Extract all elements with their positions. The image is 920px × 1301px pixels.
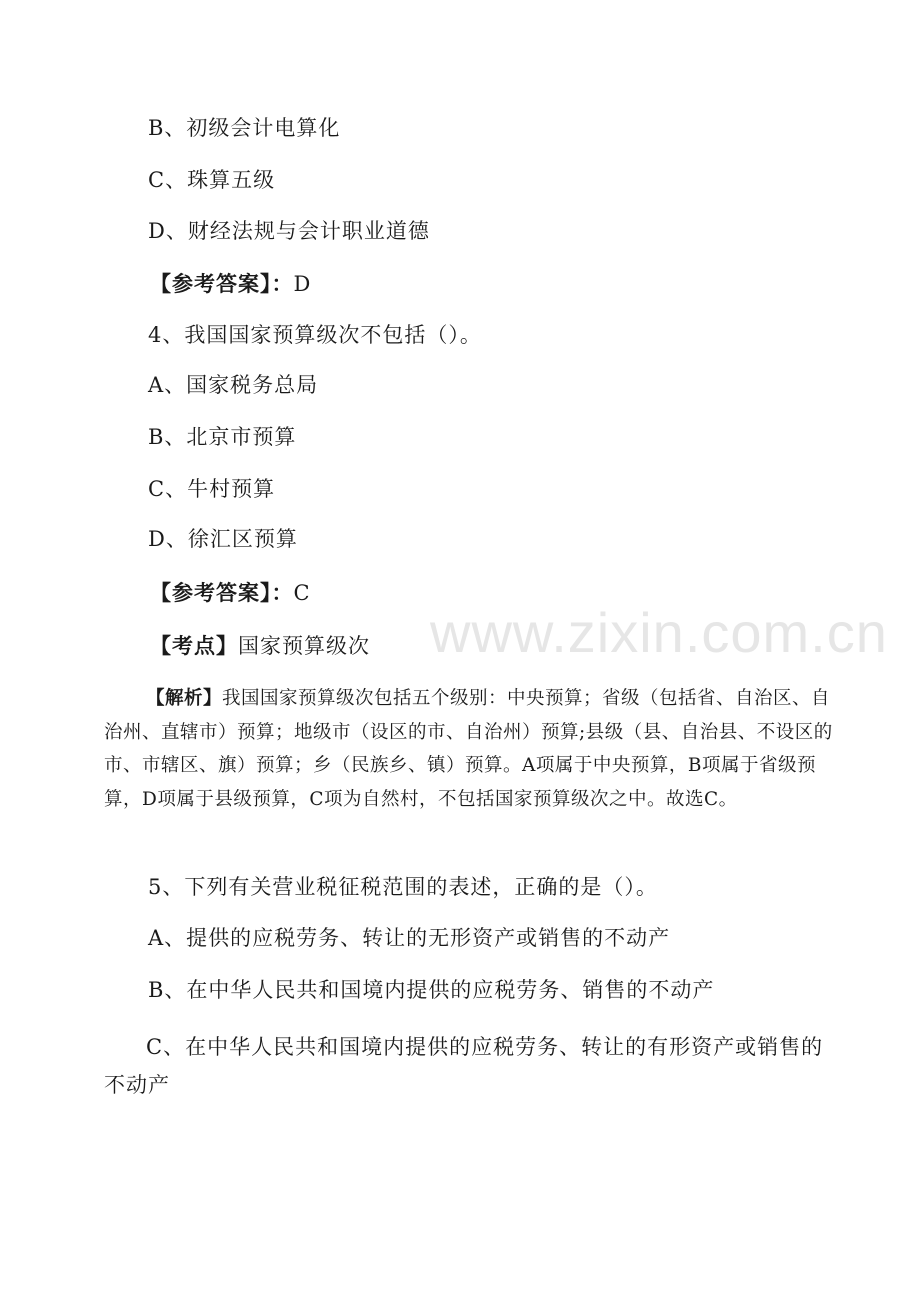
q4-kaodian-text: 国家预算级次 [238, 634, 370, 658]
q4-option-c: C、牛村预算 [148, 477, 276, 501]
q4-question: 4、我国国家预算级次不包括（）。 [148, 323, 482, 347]
q3-answer-value: D [293, 272, 312, 296]
q3-option-c: C、珠算五级 [148, 168, 276, 192]
q3-option-d: D、财经法规与会计职业道德 [148, 219, 430, 243]
q3-answer [150, 271, 311, 297]
q4-answer-value: C [293, 581, 311, 605]
q4-analysis-text: 我国国家预算级次包括五个级别：中央预算；省级（包括省、自治区、自治州、直辖市）预算；地级市（设区的市、自治州）预算;县级（县、自治县、不设区的市、市辖区、旗）预算；乡（民族乡、镇）预算。A项属于中央预算，B项属于省级预算，D项属于县级预算，C项为自然村，不包括国家预算级次之中。故选C。 [104, 688, 833, 810]
q4-option-d: D、徐汇区预算 [148, 527, 298, 551]
q4-kaodian [150, 633, 370, 659]
q4-analysis [104, 682, 834, 816]
watermark: www.zixin.com.cn [430, 601, 888, 664]
q4-answer-label: 【参考答案】： [150, 580, 294, 605]
q3-option-b: B、初级会计电算化 [148, 116, 341, 140]
q3-answer-label: 【参考答案】： [150, 271, 294, 296]
q5-option-a: A、提供的应税劳务、转让的无形资产或销售的不动产 [148, 926, 671, 950]
q4-analysis-label: 【解析】 [146, 688, 223, 709]
q4-kaodian-label: 【考点】 [150, 633, 238, 658]
q5-option-c: C、在中华人民共和国境内提供的应税劳务、转让的有形资产或销售的不动产 [104, 1035, 824, 1097]
q4-answer [150, 580, 311, 606]
q5-option-b: B、在中华人民共和国境内提供的应税劳务、销售的不动产 [148, 978, 715, 1002]
q4-option-a: A、国家税务总局 [148, 373, 319, 397]
q5-question: 5、下列有关营业税征税范围的表述，正确的是（）。 [148, 875, 658, 899]
q4-option-b: B、北京市预算 [148, 425, 297, 449]
